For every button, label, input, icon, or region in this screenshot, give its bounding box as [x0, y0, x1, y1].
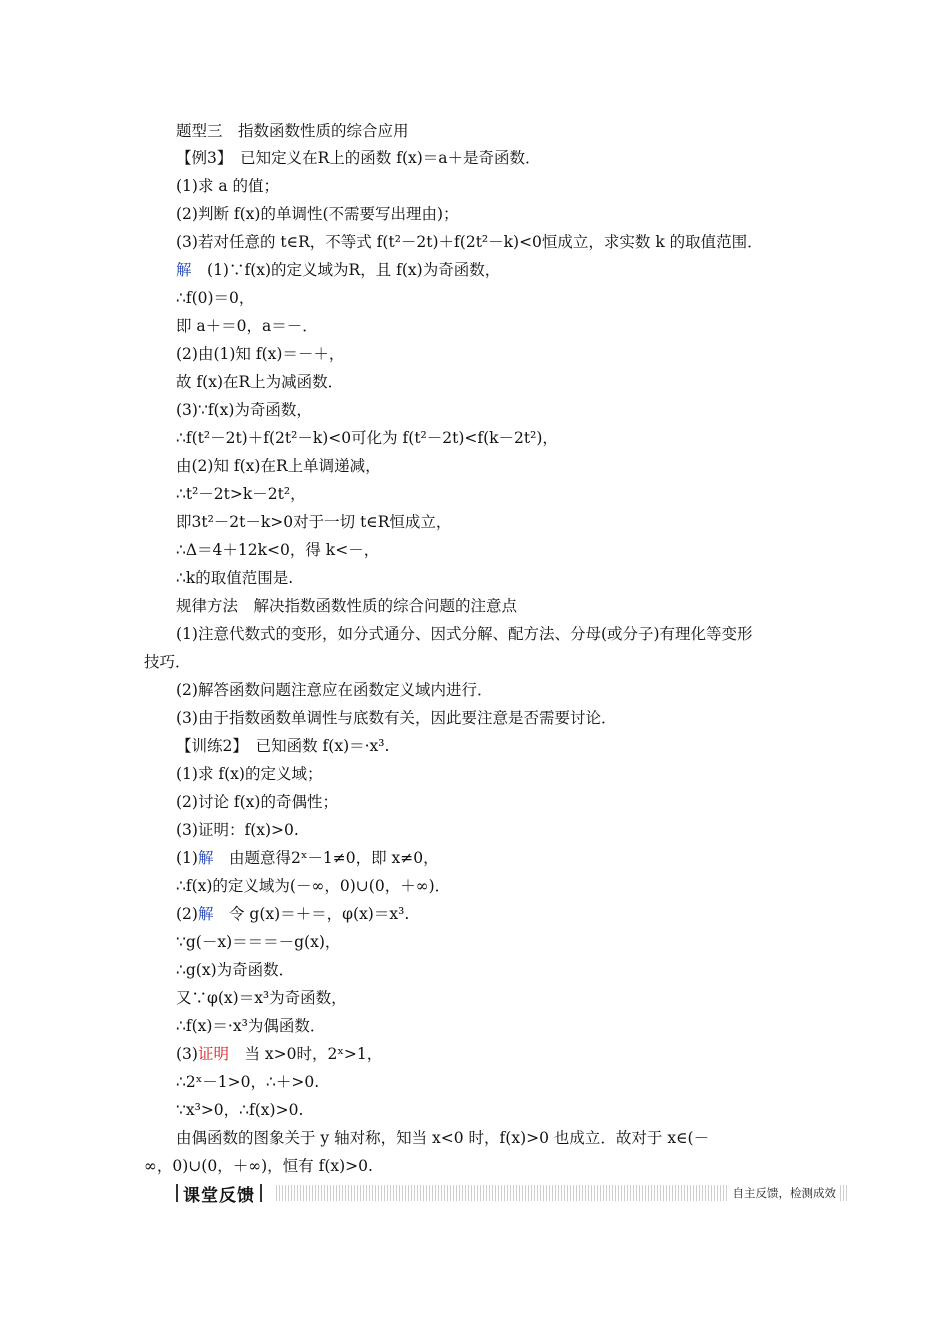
exercise-2-statement: 【训练2】 已知函数 f(x)＝·x³. — [176, 737, 390, 755]
solution-line: ∴f(t²－2t)＋f(2t²－k)<0可化为 f(t²－2t)<f(k－2t²)， — [176, 429, 558, 447]
exercise-proof-line: ∴2ˣ－1>0，∴＋>0. — [176, 1073, 320, 1091]
exercise-solution-line: (1)解 由题意得2ˣ－1≠0，即 x≠0， — [176, 849, 439, 867]
solution-tag: 解 — [197, 905, 214, 923]
method-point-2: (2)解答函数问题注意应在函数定义域内进行． — [176, 681, 493, 699]
proof-tag: 证明 — [197, 1045, 229, 1063]
solution-line: 解 (1)∵f(x)的定义域为R，且 f(x)为奇函数， — [176, 261, 501, 279]
method-heading: 规律方法 解决指数函数性质的综合问题的注意点 — [176, 597, 518, 615]
exercise-2-part-1: (1)求 f(x)的定义域； — [176, 765, 323, 783]
banner-bar-right — [260, 1184, 262, 1202]
solution-line: (2)由(1)知 f(x)＝－＋， — [176, 345, 345, 363]
banner-subtitle: 自主反馈，检测成效 — [727, 1185, 841, 1201]
exercise-2-part-3: (3)证明：f(x)>0. — [176, 821, 299, 839]
solution-line: 即 a＋＝0，a＝－． — [176, 317, 318, 335]
method-point-3: (3)由于指数函数单调性与底数有关，因此要注意是否需要讨论． — [176, 709, 617, 727]
exercise-proof-line: 由偶函数的图象关于 y 轴对称，知当 x<0 时，f(x)>0 也成立．故对于 x∈(－ — [176, 1129, 710, 1147]
solution-line: 故 f(x)在R上为减函数． — [176, 373, 344, 391]
solution-line: ∴t²－2t>k－2t²， — [176, 485, 306, 503]
solution-line: ∴k的取值范围是. — [176, 569, 294, 587]
exercise-solution-line: ∴g(x)为奇函数． — [176, 961, 295, 979]
exercise-proof-line: ∵x³>0，∴f(x)>0. — [176, 1101, 304, 1119]
method-point-1-cont: 技巧． — [144, 653, 191, 671]
exercise-solution-line: 又∵φ(x)＝x³为奇函数， — [176, 989, 347, 1007]
exercise-solution-line: ∴f(x)＝·x³为偶函数． — [176, 1017, 326, 1035]
solution-line: ∴Δ＝4＋12k<0，得 k<－， — [176, 541, 380, 559]
example-3-part-3: (3)若对任意的 t∈R，不等式 f(t²－2t)＋f(2t²－k)<0恒成立，求实数 k 的取值范围． — [176, 233, 763, 251]
solution-tag: 解 — [197, 849, 214, 867]
example-3-part-1: (1)求 a 的值； — [176, 177, 280, 195]
example-3-part-2: (2)判断 f(x)的单调性(不需要写出理由)； — [176, 205, 459, 223]
banner-title-group — [176, 1182, 262, 1204]
exercise-2-part-2: (2)讨论 f(x)的奇偶性； — [176, 793, 338, 811]
solution-tag: 解 — [176, 261, 192, 279]
exercise-proof-line: (3)证明 当 x>0时，2ˣ>1， — [176, 1045, 383, 1063]
example-3-statement: 【例3】 已知定义在R上的函数 f(x)＝a＋是奇函数． — [176, 149, 541, 167]
exercise-solution-line: ∴f(x)的定义域为(－∞，0)∪(0，＋∞)． — [176, 877, 451, 895]
classroom-feedback-banner — [176, 1182, 848, 1204]
solution-line: ∴f(0)＝0， — [176, 289, 255, 307]
method-point-1: (1)注意代数式的变形，如分式通分、因式分解、配方法、分母(或分子)有理化等变形 — [176, 625, 753, 643]
banner-title: 课堂反馈 — [183, 1185, 255, 1206]
section-heading: 题型三 指数函数性质的综合应用 — [176, 122, 409, 140]
exercise-proof-line: ∞，0)∪(0，＋∞)，恒有 f(x)>0. — [144, 1157, 373, 1175]
exercise-solution-line: (2)解 令 g(x)＝＋＝，φ(x)＝x³. — [176, 905, 410, 923]
solution-line: 即3t²－2t－k>0对于一切 t∈R恒成立， — [176, 513, 452, 531]
solution-line: 由(2)知 f(x)在R上单调递减， — [176, 457, 381, 475]
exercise-solution-line: ∵g(－x)＝＝＝－g(x)， — [176, 933, 341, 951]
solution-line: (3)∵f(x)为奇函数， — [176, 401, 312, 419]
